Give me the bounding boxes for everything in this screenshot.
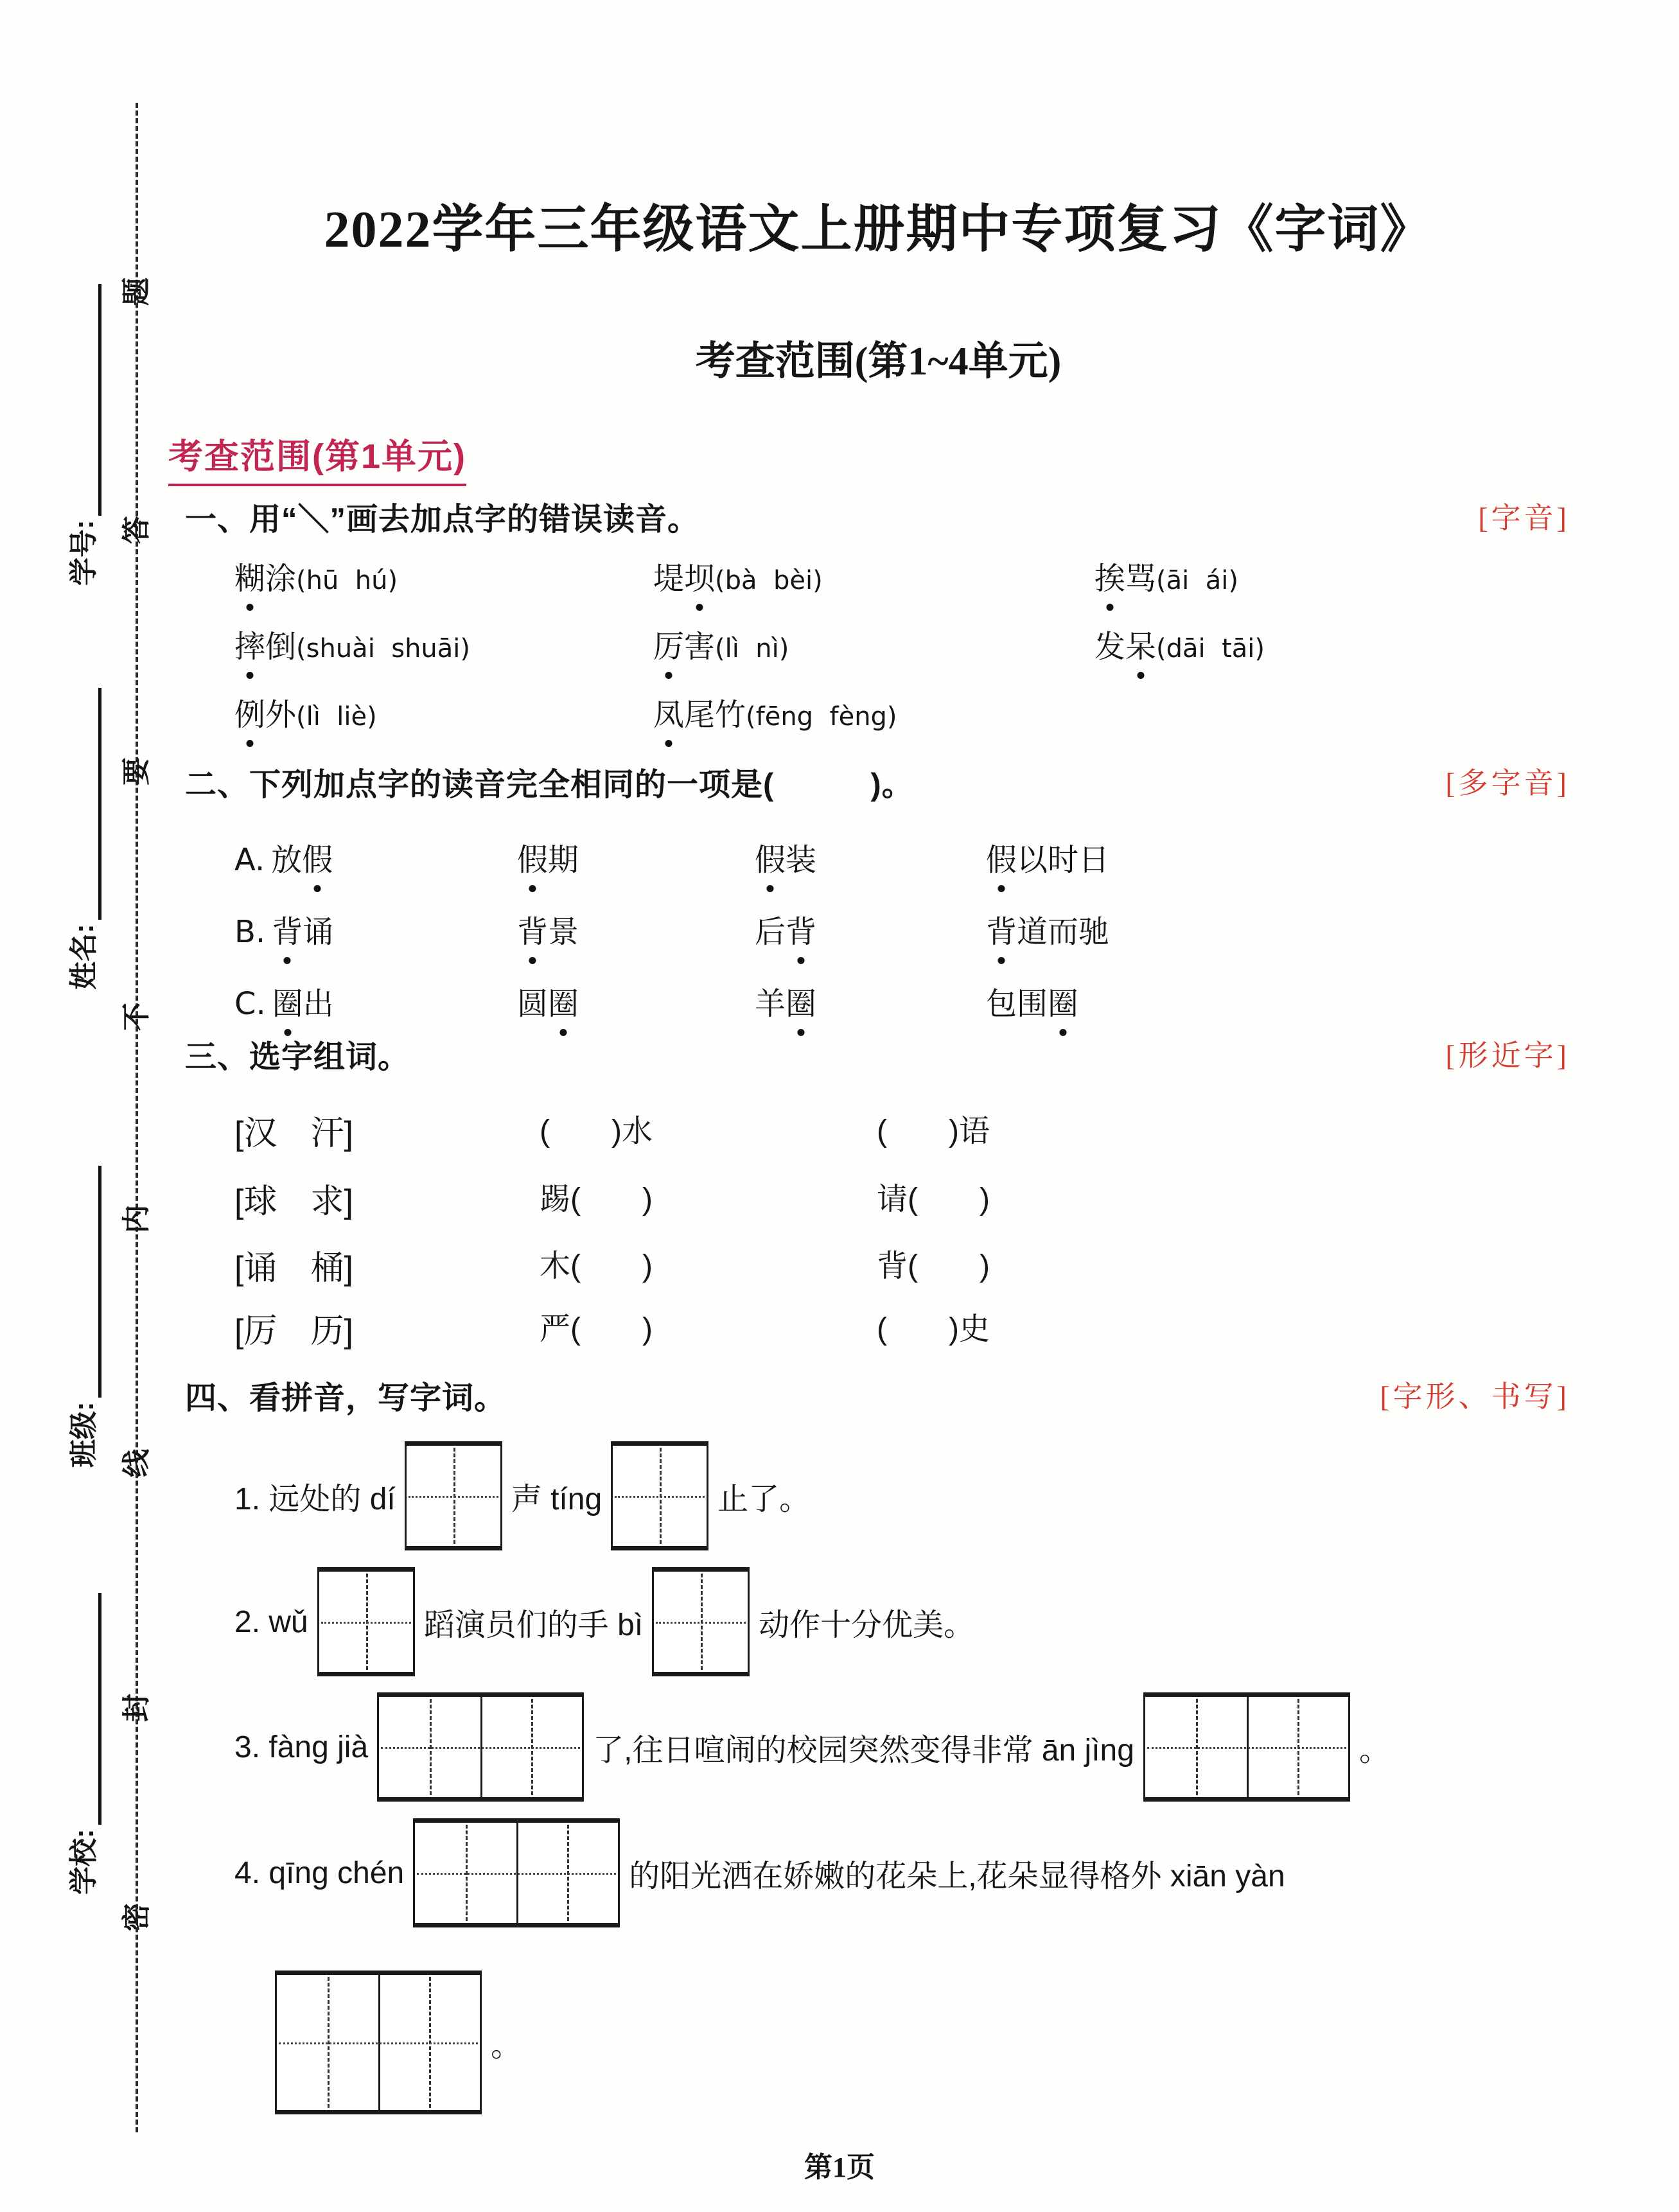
writing-box	[652, 1567, 750, 1676]
sentence-text: 4. qīng chén	[234, 1856, 405, 1890]
q4-item-4	[234, 1818, 1285, 1927]
student-field-number	[63, 284, 101, 586]
question-number: 一、	[185, 502, 250, 537]
question-tag: [多字音]	[1445, 767, 1570, 800]
field-blank-line	[69, 284, 101, 516]
fill-blank: ( )水	[540, 1114, 653, 1148]
character-choices: [厉 历]	[234, 1313, 353, 1350]
word: 堤坝	[653, 562, 715, 596]
question-tag: [字音]	[1478, 502, 1570, 534]
q3-row	[234, 1174, 1583, 1238]
q3-row	[234, 1304, 1583, 1368]
field-blank-line	[69, 1593, 101, 1825]
student-field-school	[63, 1593, 101, 1895]
q4-item-3	[234, 1692, 1390, 1802]
option-label: A.	[234, 842, 265, 878]
pinyin: (dāi tāi)	[1156, 634, 1265, 663]
q4-item-4-continued	[275, 1971, 522, 2114]
fill-blank: 背( )	[877, 1249, 990, 1283]
q4-item-1	[234, 1441, 810, 1550]
question-3-header	[185, 1032, 1570, 1077]
sentence-text: 止了。	[717, 1482, 811, 1516]
sentence-text: 动作十分优美。	[759, 1608, 975, 1642]
sentence-text: 2. wǔ	[234, 1604, 308, 1639]
word: 摔倒	[234, 630, 296, 664]
option-label: C.	[234, 986, 266, 1022]
pinyin: (shuài shuāi)	[296, 634, 471, 663]
seal-char: 题	[121, 277, 152, 306]
page-number: 第1页	[804, 2152, 875, 2183]
q1-word-row	[234, 622, 1583, 686]
question-4-header	[185, 1373, 1570, 1418]
writing-box-double	[1143, 1692, 1350, 1802]
sentence-text: 了,往日喧闹的校园突然变得非常 ān jìng	[593, 1733, 1134, 1768]
question-text: 选字组词。	[249, 1040, 410, 1075]
seal-char: 线	[121, 1449, 152, 1477]
fill-blank: 踢( )	[540, 1182, 653, 1216]
option-label: B.	[234, 914, 266, 950]
page-subtitle: 考查范围(第1~4单元)	[695, 340, 1062, 383]
q4-item-2	[234, 1567, 974, 1676]
question-text: 用“＼”画去加点字的错误读音。	[249, 502, 700, 537]
word: 例外	[234, 698, 296, 732]
field-label: 学号:	[68, 520, 100, 586]
field-blank-line	[69, 1166, 101, 1398]
seal-dashed-line	[136, 103, 138, 2132]
word: 挨骂	[1094, 562, 1156, 596]
question-2-header	[185, 760, 1570, 805]
question-number: 三、	[185, 1040, 250, 1075]
fill-blank: 严( )	[540, 1312, 653, 1346]
field-label: 姓名:	[68, 924, 100, 990]
writing-box	[317, 1567, 415, 1676]
fill-blank: 请( )	[877, 1182, 990, 1216]
seal-char: 内	[121, 1205, 152, 1233]
word: 糊涂	[234, 562, 296, 596]
pinyin: (āi ái)	[1156, 566, 1238, 595]
q1-word-row	[234, 554, 1583, 618]
writing-box	[611, 1441, 708, 1550]
q2-option-row-c: C. 圈出 圆圈 羊圈 包围圈	[234, 979, 1583, 1043]
field-blank-line	[69, 688, 101, 920]
question-text: 下列加点字的读音完全相同的一项是( )。	[249, 768, 914, 802]
fill-blank: 木( )	[540, 1249, 653, 1283]
question-1-header	[185, 495, 1570, 540]
q3-row	[234, 1106, 1583, 1170]
seal-char: 要	[121, 757, 152, 786]
question-tag: [字形、书写]	[1380, 1380, 1570, 1413]
fill-blank: ( )史	[877, 1312, 990, 1346]
question-text: 看拼音，写字词。	[249, 1381, 507, 1416]
q1-word-row	[234, 690, 1583, 754]
sentence-text: 蹈演员们的手 bì	[423, 1608, 644, 1642]
field-label: 学校:	[68, 1829, 100, 1895]
student-field-name	[63, 688, 101, 990]
writing-box-double	[377, 1692, 584, 1802]
seal-char: 答	[121, 516, 152, 544]
sentence-text: 1. 远处的 dí	[234, 1482, 396, 1516]
writing-box-double	[413, 1818, 620, 1927]
word: 凤尾竹	[653, 698, 746, 732]
question-number: 二、	[185, 768, 250, 802]
sentence-text: 3. fàng jià	[234, 1730, 369, 1764]
student-field-class	[63, 1166, 101, 1468]
writing-box-double	[275, 1971, 482, 2114]
character-choices: [诵 桶]	[234, 1250, 353, 1287]
sentence-text: 的阳光洒在娇嫩的花朵上,花朵显得格外 xiān yàn	[629, 1859, 1285, 1893]
section-header: 考查范围(第1单元)	[168, 429, 466, 486]
word: 发呆	[1094, 630, 1156, 664]
pinyin: (fēng fèng)	[746, 702, 897, 732]
sentence-text: 。	[1358, 1733, 1390, 1768]
q2-option-row-b: B. 背诵 背景 后背 背道而驰	[234, 907, 1583, 971]
writing-box	[405, 1441, 502, 1550]
question-number: 四、	[185, 1381, 250, 1416]
character-choices: [汉 汗]	[234, 1115, 353, 1152]
field-label: 班级:	[68, 1401, 100, 1468]
page-title: 2022学年三年级语文上册期中专项复习《字词》	[324, 202, 1433, 258]
question-tag: [形近字]	[1445, 1039, 1570, 1072]
pinyin: (bà bèi)	[715, 566, 823, 595]
word: 厉害	[653, 630, 715, 664]
seal-char: 封	[121, 1694, 152, 1722]
character-choices: [球 求]	[234, 1183, 353, 1220]
sentence-text: 。	[491, 2028, 522, 2063]
q2-option-row-a: A. 放假 假期 假装 假以时日	[234, 835, 1583, 899]
seal-char: 不	[121, 1003, 152, 1031]
fill-blank: ( )语	[877, 1114, 990, 1148]
pinyin: (lì liè)	[296, 702, 377, 732]
sentence-text: 声 tíng	[511, 1482, 602, 1516]
pinyin: (hū hú)	[296, 566, 398, 595]
q3-row	[234, 1241, 1583, 1305]
pinyin: (lì nì)	[715, 634, 789, 663]
seal-char: 密	[121, 1903, 152, 1931]
